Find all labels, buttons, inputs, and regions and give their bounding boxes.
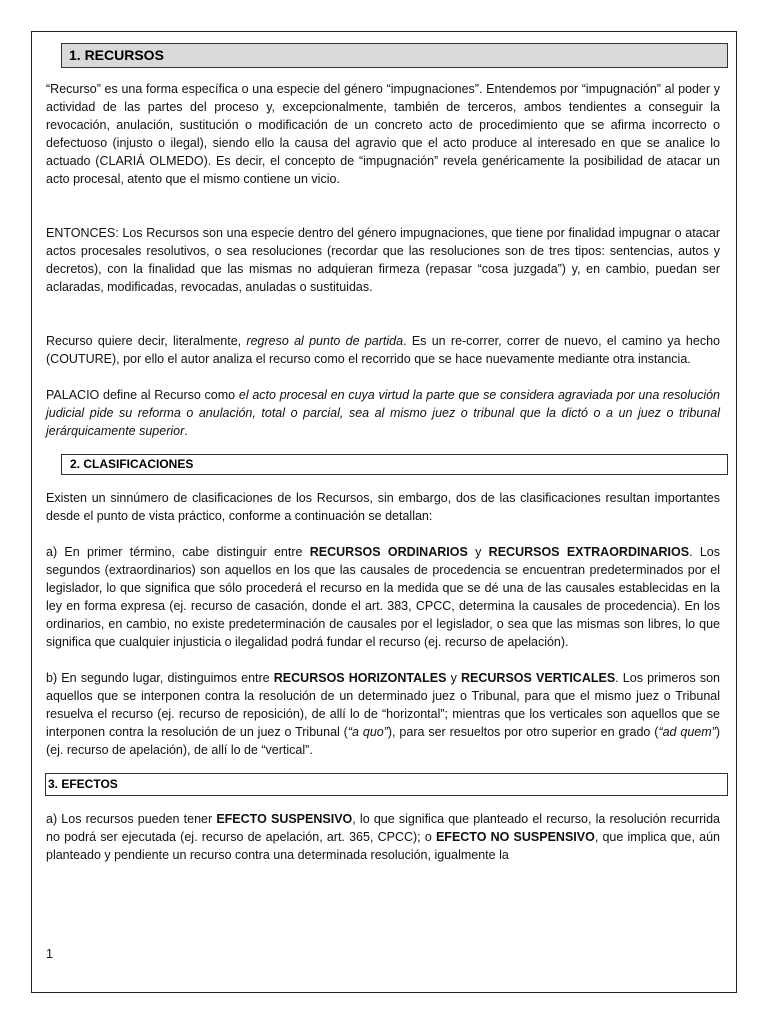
paragraph-palacio [46,386,720,440]
paragraph-efectos [46,810,720,864]
text-run: . [184,424,188,438]
bold-run: RECURSOS VERTICALES [461,671,616,685]
text-run: a) Los recursos pueden tener [46,812,217,826]
text-run: ) (ej. recurso de apelación), de allí lo de “vertical”. [46,725,720,757]
page-number: 1 [46,947,53,961]
italic-run: regreso al punto de partida [246,334,404,348]
paragraph-couture [46,332,720,368]
document-body [46,43,720,864]
text-run: , lo que significa que planteado el recurso, la resolución recurrida no podrá ser ejecutada (ej. recurso de apelación, art. 365, CPCC); o [46,812,720,844]
section-heading-efectos: 3. EFECTOS [45,773,728,796]
text-run: y [446,671,461,685]
text-run: b) En segundo lugar, distinguimos entre [46,671,274,685]
text-run: . Los primeros son aquellos que se interponen contra la resolución de un determinado juez o Tribunal, para que el mismo juez o Tribunal resuelva el recurso (ej. recurso de reposición), de allí lo de “horizontal”; mientras que los verticales son aquellos que se interponen contra la resolución de un juez o Tribunal ( [46,671,721,739]
italic-run: el acto procesal en cuya virtud la parte que se considera agraviada por una resolución judicial pide su reforma o anulación, total o parcial, sea al mismo juez o tribunal que la dictó o a un juez o tribunal jerárquicamente superior [46,388,721,438]
paragraph-horizontales-verticales [46,669,720,759]
bold-run: EFECTO NO SUSPENSIVO [435,830,595,844]
italic-run: “a quo” [347,725,388,739]
italic-run: “ad quem” [658,725,716,739]
paragraph-clasificaciones-intro: Existen un sinnúmero de clasificaciones de los Recursos, sin embargo, dos de las clasificaciones resultan importantes desde el punto de vista práctico, conforme a continuación se detallan: [46,491,720,523]
text-run: . Es un re-correr, correr de nuevo, el camino ya hecho (COUTURE), por ello el autor analiza el recurso como el recorrido que se hace nuevamente mediante otra instancia. [46,334,720,366]
text-run: , que implica que, aún planteado y pendiente un recurso contra una determinada resolución, igualmente la [46,830,720,862]
paragraph-ordinarios-extraordinarios [46,543,720,651]
bold-run: EFECTO SUSPENSIVO [216,812,353,826]
text-run: a) En primer término, cabe distinguir entre [46,545,310,559]
paragraph-definicion-recurso: “Recurso” es una forma específica o una especie del género “impugnaciones”. Entendemos por “impugnación” al poder y actividad de las partes del proceso y, excepcionalmente, también de terceros, ambos tendientes a conseguir la revocación, anulación, sustitución o modificación de un concreto acto de procedimiento que se afirma incorrecto o defectuoso (injusto o ilegal), siendo ello la causa del agravio que el acto produce al interesado en que se analice lo actuado (CLARIÁ OLMEDO). Es decir, el concepto de “impugnación” revela genéricamente la posibilidad de atacar un acto procesal, atento que el mismo contiene un vicio. [46,82,720,186]
text-run: . Los segundos (extraordinarios) son aquellos en los que las causales de procedencia se encuentran predeterminados por el legislador, lo que significa que sólo procederá el recurso en la medida que se dé una de las causales establecidas en la ley en forma expresa (ej. recurso de casación, donde el art. 383, CPCC, determina la causales de procedencia). En los ordinarios, en cambio, no existe predeterminación de causales por el legislador, o sea que las mismas son libres, lo que significa que cualquier injusticia o ilegalidad podrá fundar el recurso (ej. recurso de apelación). [46,545,720,649]
text-run: ), para ser resueltos por otro superior en grado ( [387,725,659,739]
paragraph-entonces: ENTONCES: Los Recursos son una especie dentro del género impugnaciones, que tiene por finalidad impugnar o atacar actos procesales resolutivos, o sea resoluciones (recordar que las resoluciones son de tres tipos: sentencias, autos y decretos), con la finalidad que las mismas no adquieran firmeza (repasar “cosa juzgada”) y, en cambio, puedan ser aclaradas, modificadas, revocadas, anuladas o sustituidas. [46,226,720,294]
text-run: y [467,545,489,559]
bold-run: RECURSOS ORDINARIOS [309,545,468,559]
section-heading-clasificaciones: 2. CLASIFICACIONES [61,454,728,475]
section-heading-recursos: 1. RECURSOS [61,43,728,68]
text-run: PALACIO define al Recurso como [46,388,239,402]
bold-run: RECURSOS EXTRAORDINARIOS [488,545,690,559]
text-run: Recurso quiere decir, literalmente, [46,334,247,348]
bold-run: RECURSOS HORIZONTALES [273,671,447,685]
